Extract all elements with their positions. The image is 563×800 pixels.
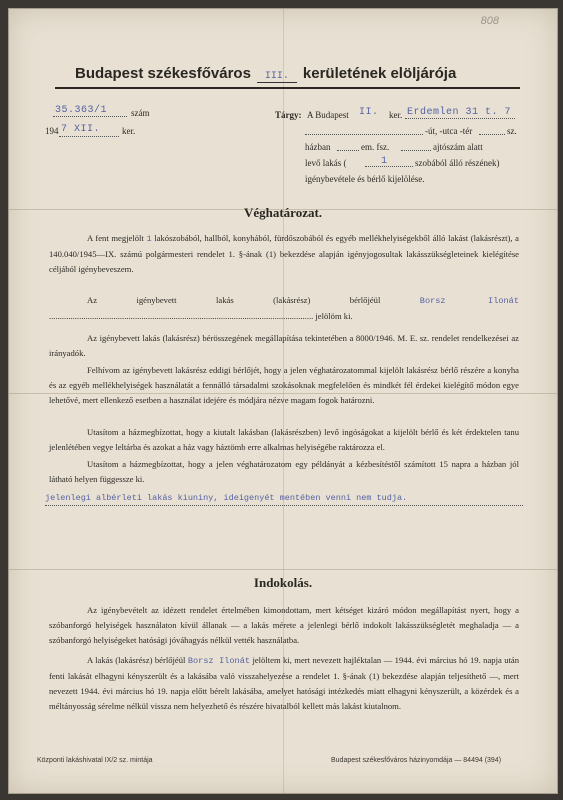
typed-line-rule [45, 505, 523, 506]
decision-title: Véghatározat. [243, 205, 323, 220]
footer-right: Budapest székesfőváros házinyomdája — 84494 (394) [331, 757, 502, 764]
subject-label: Tárgy: [275, 110, 302, 120]
header-district: III. [257, 71, 297, 83]
street-line [405, 118, 515, 119]
header-title [75, 65, 456, 83]
subject-district: II. [359, 107, 379, 118]
reference-label: szám [131, 108, 150, 118]
decision-paragraph-2: Az igénybevett lakás (lakásrész) bérlőjéül Borsz Ilonát ........................................................................................................................... jelölöm ki. [49, 295, 519, 321]
subject-line3c: ajtószám alatt [433, 142, 483, 152]
decision-paragraph-3: Az igénybevett lakás (lakásrész) bérösszegének megállapítása tekintetében a 8000/1946. M. E. sz. rendelet rendelkezései az irányadók. [49, 333, 519, 358]
decision-typed-line: jelenlegi albérleti lakás kiuniny, ideigenyét mentében venni nem tudja. [45, 493, 408, 503]
number-line [479, 134, 505, 135]
subject-rooms: 1 [381, 156, 388, 167]
decision-paragraph-1: A fent megjelölt 1 lakószobából, hallból, konyhából, fürdőszobából és egyéb mellékhelyiségekből álló lakást (lakásrészt), a 140.040/1945—IX. számú polgármesteri rendelet 1. §-ának (1) bekezdése alapján igényjogosultak lakásszükségleteinek kielégítése céljából igénybeveszem. [49, 233, 519, 274]
decision-paragraph-5: Utasítom a házmegbízottat, hogy a kiutalt lakásban (lakásrészben) levő ingóságokat a kijelölt bérlő és két érdektelen tanu jelenlétében vegye leltárba és azokat a ház vagy háztömb erre alkalmas helyiségébe raktározza el. [49, 427, 519, 452]
subject-line2: -út, -utca -tér [425, 126, 473, 136]
reference-line [53, 116, 127, 117]
decision-paragraph-4: Felhívom az igénybevett lakásrész eddigi bérlőjét, hogy a jelen véghatározatommal kijelölt lakásrész bérlő részére a konyha és az egyéb mellékhelyiségek használatát a fennálló társadalmi szokásoknak megfelelően és mindkét fél érdekei kielégítő módon egye lehetővé, mert ellenkező esetben a használat idejére és módjára nézve magam fogok határozni. [49, 365, 519, 405]
subject-ker: ker. [389, 110, 403, 120]
street-line-2 [305, 134, 423, 135]
subject-line4a: levő lakás ( [305, 158, 347, 168]
document-page [8, 8, 558, 794]
subject-line4b: szobából álló részének) [415, 158, 500, 168]
floor-line [337, 150, 359, 151]
subject-city: A Budapest [307, 110, 349, 120]
subject-line5: igénybevétele és bérlő kijelölése. [305, 174, 425, 184]
header-suffix: kerületének elöljárója [302, 65, 457, 82]
footer-left: Központi lakáshivatal IX/2 sz. mintája [37, 757, 153, 764]
year-prefix: 194 [45, 126, 59, 136]
reason-paragraph-2: A lakás (lakásrész) bérlőjéül Borsz Ilonát jelöltem ki, mert nevezett hajléktalan — 1944. évi március hó 19. napja után fenti lakását elhagyni kényszerült és a lakásába való visszahelyezése a rendelet 1. §-ának (1) bekezdése alapján teljesíthető —, mert nevezett 1944. évi március hó 19. napja előtt bérelt lakásába, amelyet hatósági intézkedés miatt elhagyni kényszerült, a közérdek és a méltányosság sérelme nélkül vissza nem helyezhető és részére hivatalból kellett más lakást kiutalnom. [49, 655, 519, 711]
rooms-line [365, 166, 413, 167]
door-line [401, 150, 431, 151]
subject-sz: sz. [507, 126, 517, 136]
year-suffix: ker. [122, 126, 136, 136]
header-prefix: Budapest székesfőváros [75, 65, 251, 82]
subject-street: Erdemlen 31 t. 7 [407, 107, 512, 118]
subject-line3b: em. fsz. [361, 142, 390, 152]
year-line [59, 136, 119, 137]
decision-paragraph-6: Utasítom a házmegbízottat, hogy a jelen véghatározatom egy példányát a kézbesítéstől számított 15 napra a házban jól látható helyen függessze ki. [49, 459, 519, 484]
reference-number: 35.363/1 [55, 105, 108, 116]
subject-line3a: házban [305, 142, 331, 152]
reason-title: Indokolás. [253, 575, 313, 590]
header-divider [55, 87, 520, 89]
year-typed: 7 XII. [61, 124, 101, 135]
pencil-note: 808 [480, 15, 499, 27]
reason-paragraph-1: Az igénybevételt az idézett rendelet értelmében kimondottam, mert kétséget kizáró módon megállapítást nyert, hogy a szóbanforgó helyiségek használaton kívül állanak — a lakás mérete a jelenlegi bérlő indokolt lakásszükségletét meghaladja — a szóbanforgó helyiségeket hatósági jóváhagyás nélkül vették használatba. [49, 605, 519, 645]
